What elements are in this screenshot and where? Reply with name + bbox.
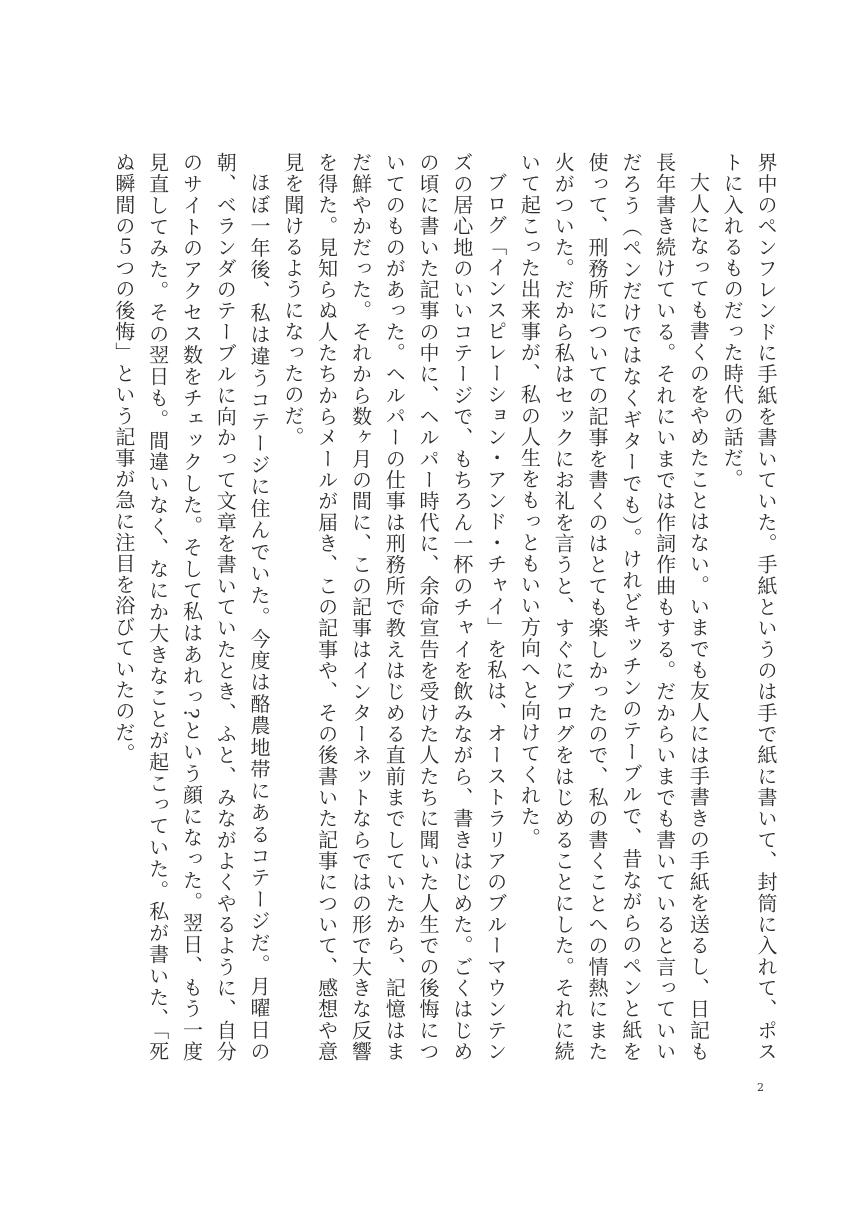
vertical-text-body [106, 152, 782, 1062]
paragraph-2: 大人になっても書くのをやめたことはない。いまでも友人には手書きの手紙を送るし、日記も長年書き続けている。それにいまでは作詞作曲もする。だからいまでも書いていると言っていいだろう（ペンだけではなくギターでも）。けれどキッチンのテーブルで、昔ながらのペンと紙を使って、刑務所についての記事を書くのはとても楽しかったので、私の書くことへの情熱にまた火がついた。だから私はセックにお礼を言うと、すぐにブログをはじめることにした。それに続いて起こった出来事が、私の人生をもっともいい方向へと向けてくれた。 [517, 152, 711, 1062]
page-number: 2 [757, 1081, 764, 1094]
paragraph-1: 界中のペンフレンドに手紙を書いていた。手紙というのは手で紙に書いて、封筒に入れて、ポストに入れるものだった時代の話だ。 [720, 152, 778, 1062]
paragraph-3: ブログ「インスピレーション・アンド・チャイ」を私は、オーストラリアのブルーマウンテンズの居心地のいいコテージで、もちろん一杯のチャイを飲みながら、書きはじめた。ごくはじめの頃に書いた記事の中に、ヘルパー時代に、余命宣告を受けた人たちに聞いた人生での後悔についてのものがあった。ヘルパーの仕事は刑務所で教えはじめる直前までしていたから、記憶はまだ鮮やかだった。それから数ヶ月の間に、この記事はインターネットならではの形で大きな反響を得た。見知らぬ人たちからメールが届き、この記事や、その後書いた記事について、感想や意見を聞けるようになったのだ。 [280, 152, 508, 1062]
paragraph-4: ほぼ一年後、私は違うコテージに住んでいた。今度は酪農地帯にあるコテージだ。月曜日の朝、ベランダのテーブルに向かって文章を書いていたとき、ふと、みながよくやるように、自分のサイトのアクセス数をチェックした。そして私はあれっ?という顔になった。翌日、もう一度見直してみた。その翌日も。間違いなく、なにか大きなことが起こっていた。私が書いた、「死ぬ瞬間の５つの後悔」という記事が急に注目を浴びていたのだ。 [111, 152, 272, 1062]
